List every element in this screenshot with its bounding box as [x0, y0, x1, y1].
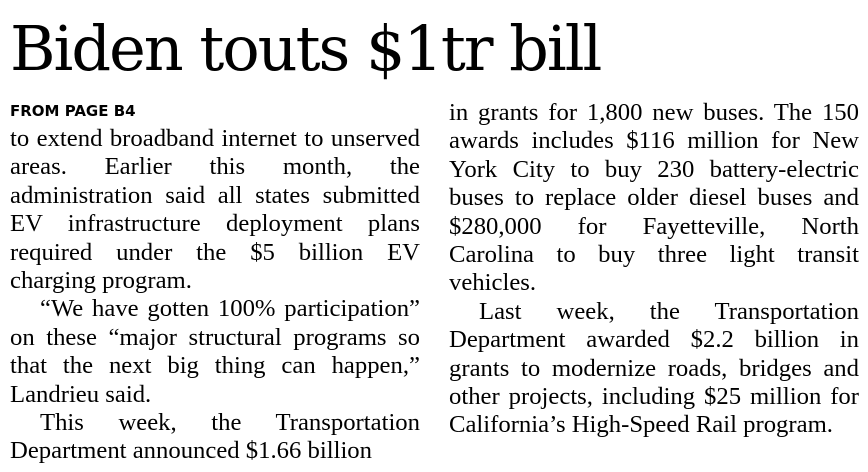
paragraph: in grants for 1,800 new buses. The 150 awards includes $116 million for New York City to buy 230 battery-electric buses to replace older diesel buses and $280,000 for Fayetteville, North Carolina to buy three light transit vehicles.	[449, 99, 859, 297]
continued-from-label: FROM PAGE B4	[10, 102, 136, 120]
article-column-left	[10, 99, 420, 466]
paragraph: This week, the Transportation Department announced $1.66 billion	[10, 409, 420, 465]
paragraph: to extend broadband internet to unserved areas. Earlier this month, the administration said all states submitted EV infrastructure deployment plans required under the $5 billion EV charging program.	[10, 125, 420, 295]
article-column-right	[449, 99, 859, 440]
paragraph: Last week, the Transportation Department awarded $2.2 billion in grants to modernize roads, bridges and other projects, including $25 million for California’s High-Speed Rail program.	[449, 297, 859, 439]
headline: Biden touts $1tr bill	[10, 12, 601, 85]
paragraph: “We have gotten 100% participation” on these “major structural programs so that the next big thing can happen,” Landrieu said.	[10, 295, 420, 408]
